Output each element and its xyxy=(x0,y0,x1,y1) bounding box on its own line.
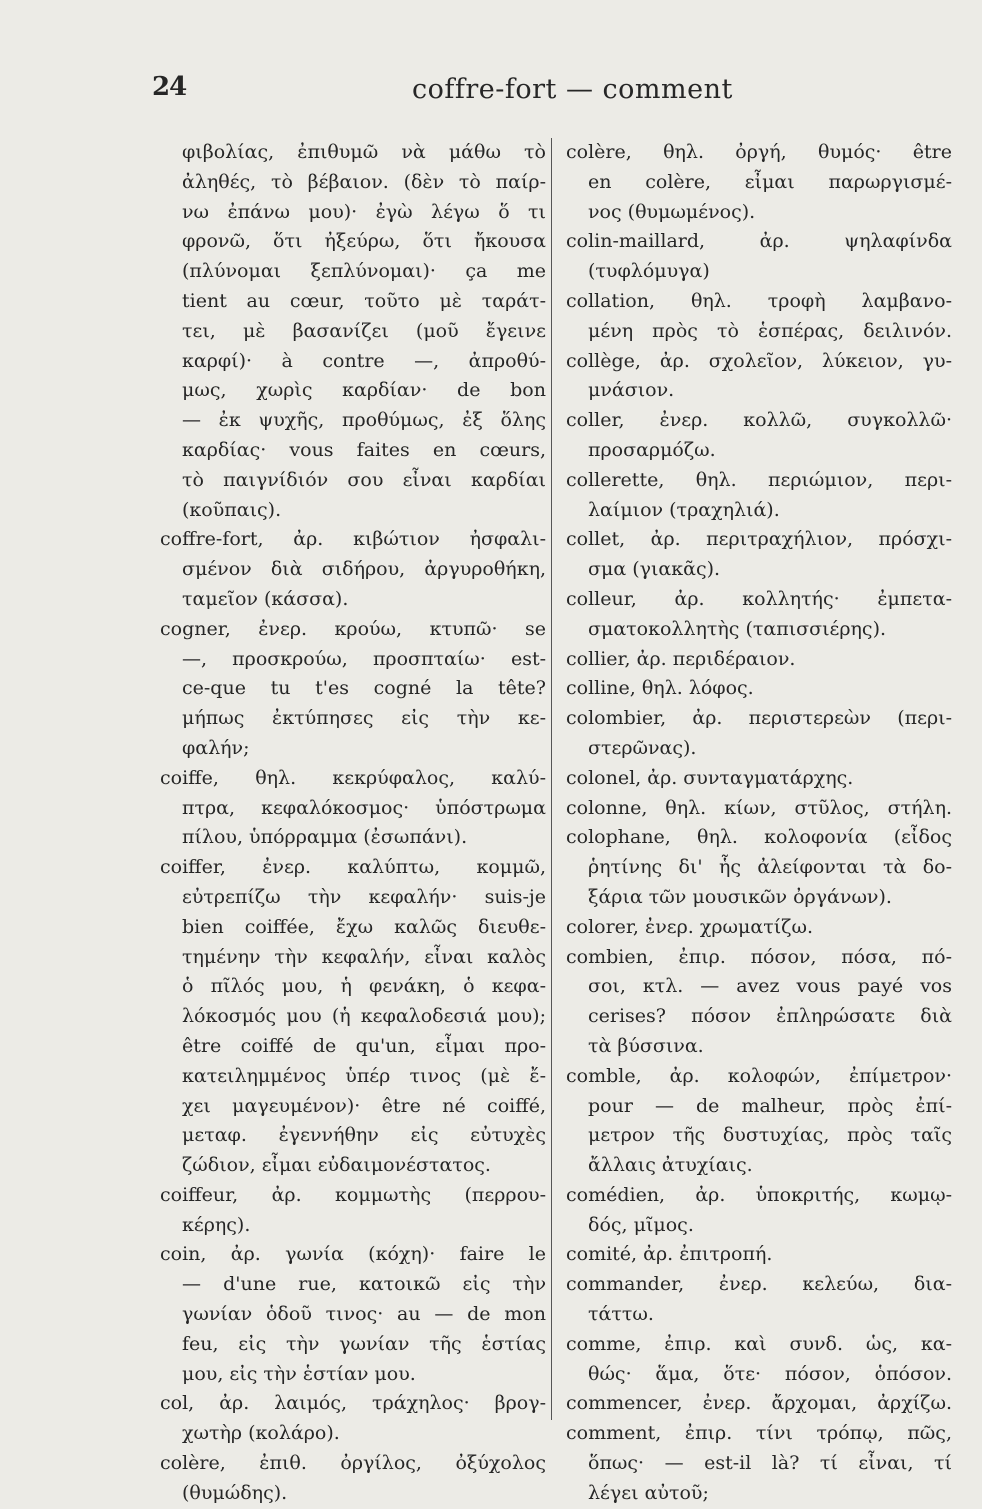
entry-headword-line: colère, ἐπιθ. ὀργίλος, ὀξύχολος xyxy=(160,1452,546,1475)
right-column xyxy=(566,138,952,1504)
entry-continuation-line: bien coiffée, ἔχω καλῶς διευθε- xyxy=(182,915,546,938)
entry-headword-line: colonel, ἀρ. συνταγματάρχης. xyxy=(566,766,854,789)
entry-headword-line: coiffe, θηλ. κεκρύφαλος, καλύ- xyxy=(160,766,546,789)
entry-continuation-line: σμένον διὰ σιδήρου, ἀργυροθήκη, xyxy=(182,558,546,581)
entry-continuation-line: μνάσιον. xyxy=(588,379,675,402)
entry-continuation-line: ῥητίνης δι' ἧς ἀλείφονται τὰ δο- xyxy=(588,856,952,879)
entry-continuation-line: ἄλλαις ἀτυχίαις. xyxy=(588,1154,753,1177)
entry-headword-line: comble, ἀρ. κολοφών, ἐπίμετρον· xyxy=(566,1064,952,1087)
entry-continuation-line: φαλήν; xyxy=(182,736,250,759)
entry-headword-line: coiffeur, ἀρ. κομμωτὴς (περρου- xyxy=(160,1183,546,1206)
entry-continuation-line: νω ἐπάνω μου)· ἐγὼ λέγω ὅ τι xyxy=(182,200,546,223)
entry-continuation-line: —, προσκρούω, προσπταίω· est- xyxy=(182,647,546,670)
entry-continuation-line: feu, εἰς τὴν γωνίαν τῆς ἑστίας xyxy=(182,1332,546,1355)
entry-continuation-line: φιβολίας, ἐπιθυμῶ νὰ μάθω τὸ xyxy=(182,141,546,163)
entry-continuation-line: σμα (γιακᾶς). xyxy=(588,558,721,581)
page-number: 24 xyxy=(152,72,187,102)
entry-headword-line: colline, θηλ. λόφος. xyxy=(566,677,754,700)
page-header xyxy=(150,72,970,112)
entry-headword-line: coin, ἀρ. γωνία (κόχη)· faire le xyxy=(160,1243,546,1266)
entry-continuation-line: être coiffé de qu'un, εἶμαι προ- xyxy=(182,1034,546,1057)
entry-headword-line: colère, θηλ. ὀργή, θυμός· être xyxy=(566,141,952,163)
entry-continuation-line: (κοῦπαις). xyxy=(182,498,282,521)
entry-continuation-line: τὰ βύσσινα. xyxy=(588,1034,704,1057)
entry-headword-line: comité, ἀρ. ἐπιτροπή. xyxy=(566,1243,773,1266)
left-column xyxy=(160,138,546,1504)
entry-headword-line: comme, ἐπιρ. καὶ συνδ. ὡς, κα- xyxy=(566,1332,952,1355)
entry-continuation-line: πίλου, ὑπόρραμμα (ἐσωπάνι). xyxy=(182,826,468,849)
entry-continuation-line: ξάρια τῶν μουσικῶν ὀργάνων). xyxy=(588,885,892,908)
entry-continuation-line: — d'une rue, κατοικῶ εἰς τὴν xyxy=(182,1273,546,1296)
entry-continuation-line: φρονῶ, ὅτι ἠξεύρω, ὅτι ἤκουσα xyxy=(182,230,546,253)
entry-headword-line: collet, ἀρ. περιτραχήλιον, πρόσχι- xyxy=(566,528,952,551)
entry-headword-line: coffre-fort, ἀρ. κιβώτιον ἠσφαλι- xyxy=(160,528,546,551)
entry-continuation-line: στερῶνας). xyxy=(588,736,697,759)
entry-headword-line: coiffer, ἐνερ. καλύπτω, κομμῶ, xyxy=(160,856,546,879)
entry-continuation-line: σοι, κτλ. — avez vous payé vos xyxy=(588,975,952,998)
entry-headword-line: colophane, θηλ. κολοφονία (εἶδος xyxy=(566,826,952,849)
entry-continuation-line: γωνίαν ὁδοῦ τινος· au — de mon xyxy=(182,1303,546,1326)
entry-continuation-line: κατειλημμένος ὑπέρ τινος (μὲ ἔ- xyxy=(182,1064,546,1087)
entry-continuation-line: μετρον τῆς δυστυχίας, πρὸς ταῖς xyxy=(588,1124,952,1147)
entry-continuation-line: χει μαγευμένον)· être né coiffé, xyxy=(182,1094,546,1117)
entry-headword-line: collation, θηλ. τροφὴ λαμβανο- xyxy=(566,289,952,312)
entry-continuation-line: ταμεῖον (κάσσα). xyxy=(182,587,349,610)
entry-continuation-line: πτρα, κεφαλόκοσμος· ὑπόστρωμα xyxy=(182,796,546,819)
entry-headword-line: comment, ἐπιρ. τίνι τρόπῳ, πῶς, xyxy=(566,1422,952,1445)
entry-continuation-line: καρφί)· à contre —, ἀπροθύ- xyxy=(182,349,546,372)
entry-continuation-line: σματοκολλητὴς (ταπισσιέρης). xyxy=(588,617,887,640)
entry-headword-line: cogner, ἐνερ. κρούω, κτυπῶ· se xyxy=(160,617,546,640)
entry-headword-line: collier, ἀρ. περιδέραιον. xyxy=(566,647,796,670)
entry-continuation-line: μως, χωρὶς καρδίαν· de bon xyxy=(182,379,546,402)
entry-continuation-line: εὐτρεπίζω τὴν κεφαλήν· suis-je xyxy=(182,885,546,908)
entry-continuation-line: — ἐκ ψυχῆς, προθύμως, ἐξ ὅλης xyxy=(182,409,546,432)
entry-continuation-line: χωτὴρ (κολάρο). xyxy=(182,1422,340,1445)
entry-headword-line: commander, ἐνερ. κελεύω, δια- xyxy=(566,1273,952,1296)
entry-continuation-line: λέγει αὐτοῦ; xyxy=(588,1481,709,1504)
entry-headword-line: combien, ἐπιρ. πόσον, πόσα, πό- xyxy=(566,945,952,968)
entry-continuation-line: ce-que tu t'es cogné la tête? xyxy=(182,677,546,700)
entry-continuation-line: λαίμιον (τραχηλιά). xyxy=(588,498,780,521)
entry-headword-line: colombier, ἀρ. περιστερεὼν (περι- xyxy=(566,707,952,730)
entry-continuation-line: τημένην τὴν κεφαλήν, εἶναι καλὸς xyxy=(182,945,546,968)
entry-continuation-line: tient au cœur, τοῦτο μὲ ταράτ- xyxy=(182,289,546,312)
entry-headword-line: commencer, ἐνερ. ἄρχομαι, ἀρχίζω. xyxy=(566,1392,952,1415)
entry-continuation-line: (πλύνομαι ξεπλύνομαι)· ça me xyxy=(182,260,546,283)
entry-headword-line: collège, ἀρ. σχολεῖον, λύκειον, γυ- xyxy=(566,349,952,372)
entry-continuation-line: pour — de malheur, πρὸς ἐπί- xyxy=(588,1094,952,1117)
entry-continuation-line: cerises? πόσον ἐπληρώσατε διὰ xyxy=(588,1005,952,1028)
entry-continuation-line: τὸ παιγνίδιόν σου εἶναι καρδίαι xyxy=(182,468,546,491)
entry-continuation-line: λόκοσμός μου (ἡ κεφαλοδεσιά μου); xyxy=(182,1005,546,1028)
entry-continuation-line: en colère, εἶμαι παρωργισμέ- xyxy=(588,170,952,193)
entry-continuation-line: κέρης). xyxy=(182,1213,251,1236)
entry-continuation-line: ἀληθές, τὸ βέβαιον. (δὲν τὸ παίρ- xyxy=(182,170,546,193)
entry-continuation-line: δός, μῖμος. xyxy=(588,1213,694,1236)
entry-headword-line: coller, ἐνερ. κολλῶ, συγκολλῶ· xyxy=(566,409,952,432)
entry-headword-line: collerette, θηλ. περιώμιον, περι- xyxy=(566,468,952,491)
entry-continuation-line: ὁ πῖλός μου, ἡ φενάκη, ὁ κεφα- xyxy=(182,975,546,998)
entry-continuation-line: μεταφ. ἐγεννήθην εἰς εὐτυχὲς xyxy=(182,1124,546,1147)
entry-continuation-line: θώς· ἅμα, ὅτε· πόσον, ὁπόσον. xyxy=(588,1362,952,1385)
entry-continuation-line: ὅπως· — est-il là? τί εἶναι, τί xyxy=(588,1452,952,1475)
entry-continuation-line: (θυμώδης). xyxy=(182,1481,288,1504)
entry-continuation-line: μου, εἰς τὴν ἑστίαν μου. xyxy=(182,1362,416,1385)
entry-continuation-line: τει, μὲ βασανίζει (μοῦ ἔγεινε xyxy=(182,319,546,342)
entry-continuation-line: (τυφλόμυγα) xyxy=(588,260,710,283)
entry-continuation-line: ζώδιον, εἶμαι εὐδαιμονέστατος. xyxy=(182,1154,491,1177)
entry-headword-line: comédien, ἀρ. ὑποκριτής, κωμῳ- xyxy=(566,1183,952,1206)
entry-continuation-line: μήπως ἐκτύπησες εἰς τὴν κε- xyxy=(182,707,546,730)
entry-continuation-line: προσαρμόζω. xyxy=(588,438,716,461)
entry-continuation-line: νος (θυμωμένος). xyxy=(588,200,756,223)
entry-continuation-line: μένη πρὸς τὸ ἑσπέρας, δειλινόν. xyxy=(588,319,952,342)
entry-headword-line: colorer, ἐνερ. χρωματίζω. xyxy=(566,915,813,938)
entry-headword-line: col, ἀρ. λαιμός, τράχηλος· βρογ- xyxy=(160,1392,546,1415)
entry-continuation-line: καρδίας· vous faites en cœurs, xyxy=(182,438,546,461)
column-divider xyxy=(551,138,552,1420)
entry-headword-line: colin-maillard, ἀρ. ψηλαφίνδα xyxy=(566,230,952,253)
entry-headword-line: colonne, θηλ. κίων, στῦλος, στήλη. xyxy=(566,796,952,819)
entry-headword-line: colleur, ἀρ. κολλητής· ἐμπετα- xyxy=(566,587,952,610)
running-title: coffre-fort — comment xyxy=(412,74,733,105)
entry-continuation-line: τάττω. xyxy=(588,1303,654,1326)
